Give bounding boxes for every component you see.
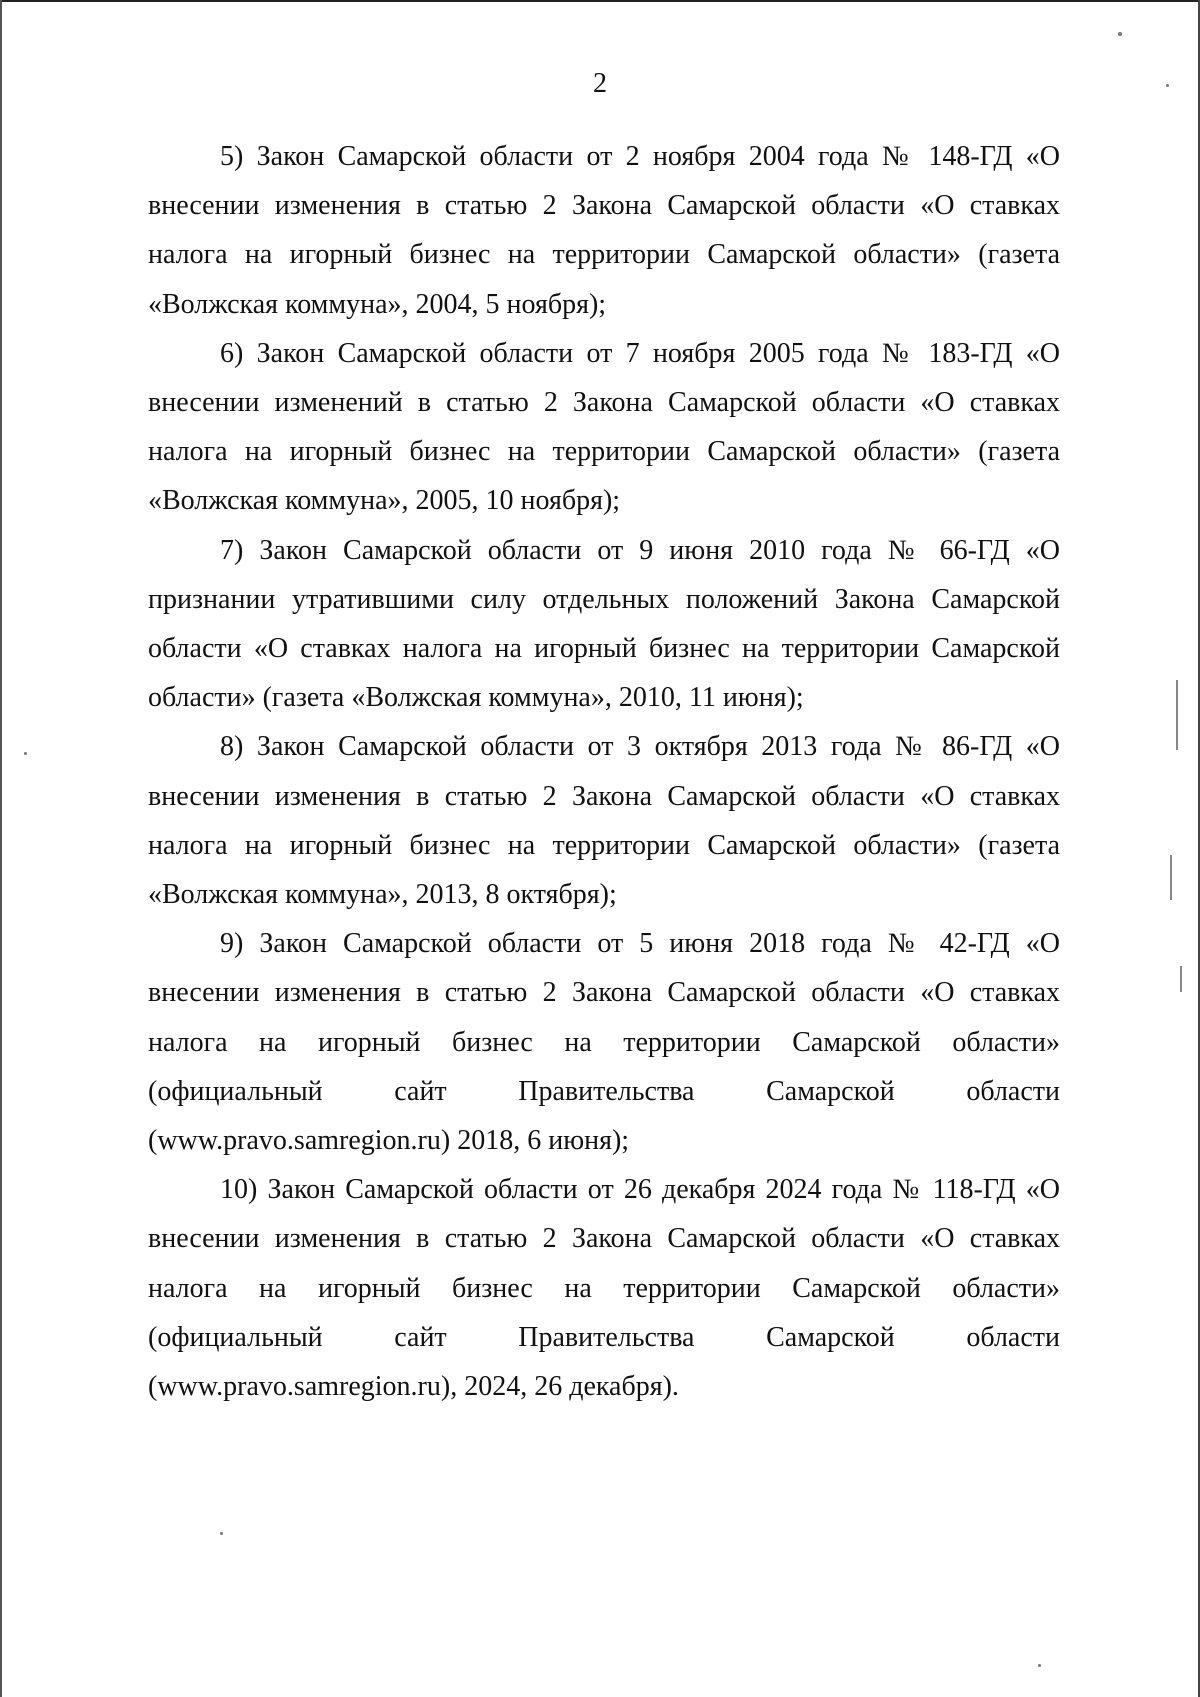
scan-edge-mark (1170, 855, 1172, 900)
scan-speck (1038, 1664, 1041, 1667)
item-text: Закон Самарской области от 9 июня 2010 года № 66-ГД «О признании утратившими силу отдельных положений Закона Самарской области «О ставках налога на игорный бизнес на территории Самарской области» (газета «Волжская коммуна», 2010, 11 июня); (148, 534, 1061, 714)
item-text: Закон Самарской области от 26 декабря 2024 года № 118-ГД «О внесении изменения в статью 2 Закона Самарской области «О ставках налога на игорный бизнес на территории Самарской области» (официальный сайт Правительства Самарской области (www.pravo.samregion.ru), 2024, 26 декабря). (148, 1174, 1060, 1403)
list-item (148, 919, 1060, 1165)
item-number: 7) (220, 534, 244, 566)
item-number: 6) (220, 337, 244, 369)
scan-speck (220, 1532, 223, 1535)
item-number: 9) (220, 928, 244, 960)
list-item (148, 329, 1060, 526)
list-item (148, 1165, 1060, 1411)
page-number: 2 (593, 68, 607, 99)
item-text: Закон Самарской области от 2 ноября 2004 года № 148-ГД «О внесении изменения в статью 2 Закона Самарской области «О ставках налога на игорный бизнес на территории Самарской области» (газета «Волжская коммуна», 2004, 5 ноября); (148, 141, 1060, 320)
item-text: Закон Самарской области от 5 июня 2018 года № 42-ГД «О внесении изменения в статью 2 Закона Самарской области «О ставках налога на игорный бизнес на территории Самарской области» (официальный сайт Правительства Самарской области (www.pravo.samregion.ru) 2018, 6 июня); (148, 928, 1061, 1157)
item-number: 8) (220, 731, 244, 763)
list-item (148, 722, 1060, 919)
item-number: 5) (220, 141, 244, 172)
scan-edge-mark (1176, 680, 1178, 750)
scan-edge-mark (1180, 966, 1182, 992)
item-text: Закон Самарской области от 3 октября 2013 года № 86-ГД «О внесении изменения в статью 2 Закона Самарской области «О ставках налога на игорный бизнес на территории Самарской области» (газета «Волжская коммуна», 2013, 8 октября); (148, 731, 1060, 911)
document-body (148, 132, 1060, 1411)
scan-speck (1166, 84, 1169, 87)
scan-border-top (0, 0, 1200, 2)
scan-speck (24, 752, 27, 755)
item-number: 10) (220, 1174, 258, 1206)
list-item (148, 526, 1060, 723)
scan-border-left (0, 0, 2, 1697)
scan-speck (1118, 32, 1122, 36)
item-text: Закон Самарской области от 7 ноября 2005 года № 183-ГД «О внесении изменений в статью 2 Закона Самарской области «О ставках налога на игорный бизнес на территории Самарской области» (газета «Волжская коммуна», 2005, 10 ноября); (148, 337, 1060, 517)
list-item (148, 132, 1060, 329)
